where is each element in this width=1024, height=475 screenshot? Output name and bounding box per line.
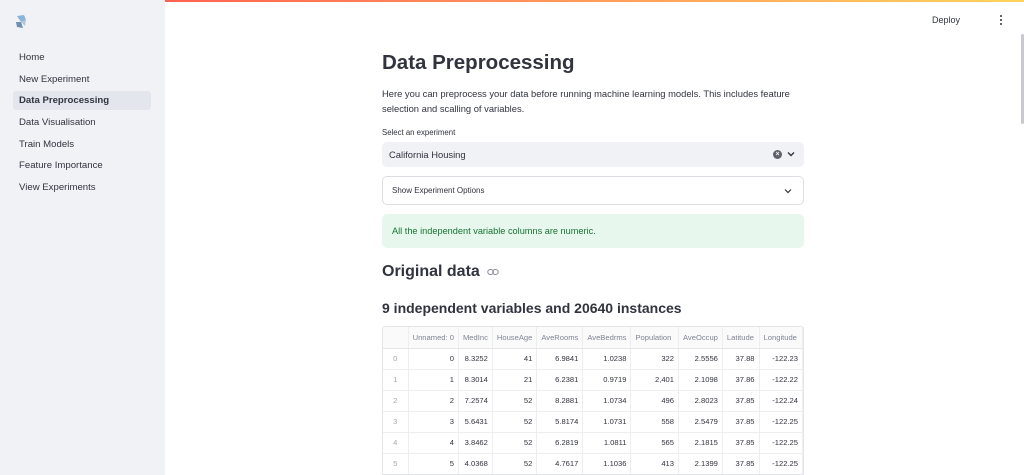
table-cell: 5.6431 [458,411,492,432]
table-row[interactable] [383,369,803,390]
table-row[interactable] [383,453,803,474]
table-cell: 1.0734 [583,390,631,411]
table-cell: 2.1098 [679,369,723,390]
table-cell: 1.0811 [583,432,631,453]
sidebar [0,0,165,475]
success-alert-text: All the independent variable columns are numeric. [392,226,596,236]
table-cell: 5.8174 [537,411,583,432]
experiment-select-value: California Housing [389,149,466,160]
table-cell: 2.8023 [679,390,723,411]
table-cell: 52 [492,432,536,453]
table-row[interactable] [383,432,803,453]
table-row[interactable] [383,390,803,411]
sidebar-item-view-experiments[interactable]: View Experiments [19,182,96,194]
kebab-menu-icon[interactable] [998,15,1004,27]
table-cell: 8.2881 [537,390,583,411]
table-cell: -122.23 [759,348,802,369]
table-cell: 4 [408,432,458,453]
table-row-index: 5 [383,453,408,474]
table-header-cell[interactable]: Unnamed: 0 [408,327,458,348]
table-row[interactable] [383,348,803,369]
table-header-cell[interactable]: AveRooms [537,327,583,348]
sidebar-item-new-experiment[interactable]: New Experiment [19,73,90,85]
table-cell: 37.85 [722,390,759,411]
table-cell: -122.25 [759,411,802,432]
table-cell: 2,401 [631,369,679,390]
table-cell: 52 [492,453,536,474]
table-cell: 37.86 [722,369,759,390]
table-cell: 41 [492,348,536,369]
sidebar-item-data-preprocessing[interactable]: Data Preprocessing [13,91,151,110]
table-cell: -122.25 [759,453,802,474]
clear-icon[interactable]: × [773,150,782,159]
table-cell: -122.24 [759,390,802,411]
table-cell: 4.7617 [537,453,583,474]
table-row-index: 1 [383,369,408,390]
intro-text: Here you can preprocess your data before running machine learning models. This includes feature selection and scalling of variables. [382,88,790,114]
table-cell: 37.85 [722,453,759,474]
table-cell: 52 [492,390,536,411]
table-cell: 1.0238 [583,348,631,369]
sidebar-item-home[interactable]: Home [19,52,45,63]
table-cell: 2.5479 [679,411,723,432]
original-data-heading-text: Original data [382,263,480,280]
table-header-cell[interactable]: Latitude [722,327,759,348]
sidebar-item-feature-importance[interactable]: Feature Importance [19,160,103,172]
table-row[interactable] [383,411,803,432]
table-header-row [383,327,803,348]
table-body [383,348,803,474]
table-cell: 565 [631,432,679,453]
experiment-options-expander[interactable] [382,176,804,205]
summary-heading: 9 independent variables and 20640 instances [382,300,682,316]
table-cell: -122.25 [759,432,802,453]
table-cell: 37.85 [722,411,759,432]
table-row-index: 0 [383,348,408,369]
table-cell: 21 [492,369,536,390]
table-cell: 0.9719 [583,369,631,390]
table-cell: 322 [631,348,679,369]
table-row-index: 4 [383,432,408,453]
table-cell: 7.2574 [458,390,492,411]
table-cell: 8.3014 [458,369,492,390]
table-cell: 37.85 [722,432,759,453]
table-cell: 6.9841 [537,348,583,369]
sidebar-item-train-models[interactable]: Train Models [19,138,75,150]
table-cell: 1 [408,369,458,390]
table-header-cell[interactable] [383,327,408,348]
table-cell: 3 [408,411,458,432]
table-cell: 0 [408,348,458,369]
table-cell: 5 [408,453,458,474]
sidebar-item-data-visualisation[interactable]: Data Visualisation [19,117,96,129]
success-alert [382,214,804,248]
table-cell: 496 [631,390,679,411]
table-header-cell[interactable]: Population [631,327,679,348]
table-cell: 2 [408,390,458,411]
experiment-select-label: Select an experiment [382,128,456,137]
top-header [165,0,1024,40]
table-header-cell[interactable]: HouseAge [492,327,536,348]
experiment-select[interactable] [382,142,804,167]
chevron-down-icon[interactable] [787,150,795,158]
table-cell: 37.88 [722,348,759,369]
table-header-cell[interactable]: Longitude [759,327,802,348]
table-row-index: 3 [383,411,408,432]
table-row-index: 2 [383,390,408,411]
table-cell: 2.5556 [679,348,723,369]
table-cell: 558 [631,411,679,432]
chevron-down-icon [784,187,792,195]
table-header-cell[interactable]: AveBedrms [583,327,631,348]
table-cell: 4.0368 [458,453,492,474]
table-cell: 52 [492,411,536,432]
original-data-heading [382,263,499,281]
table-header-cell[interactable]: MedInc [458,327,492,348]
table-cell: -122.22 [759,369,802,390]
app-logo-icon [14,14,28,30]
table-cell: 1.0731 [583,411,631,432]
table-cell: 413 [631,453,679,474]
table-cell: 2.1815 [679,432,723,453]
table-cell: 8.3252 [458,348,492,369]
table-cell: 2.1399 [679,453,723,474]
page-title: Data Preprocessing [382,51,575,74]
table-header-cell[interactable]: AveOccup [679,327,723,348]
data-table-grid [383,327,803,475]
table-cell: 6.2819 [537,432,583,453]
table-cell: 3.8462 [458,432,492,453]
data-table[interactable] [382,326,804,475]
table-cell: 1.1036 [583,453,631,474]
expander-label: Show Experiment Options [392,186,485,195]
deploy-button[interactable]: Deploy [931,15,960,25]
sidebar-nav [13,48,151,200]
table-cell: 6.2381 [537,369,583,390]
link-icon[interactable] [487,268,499,276]
